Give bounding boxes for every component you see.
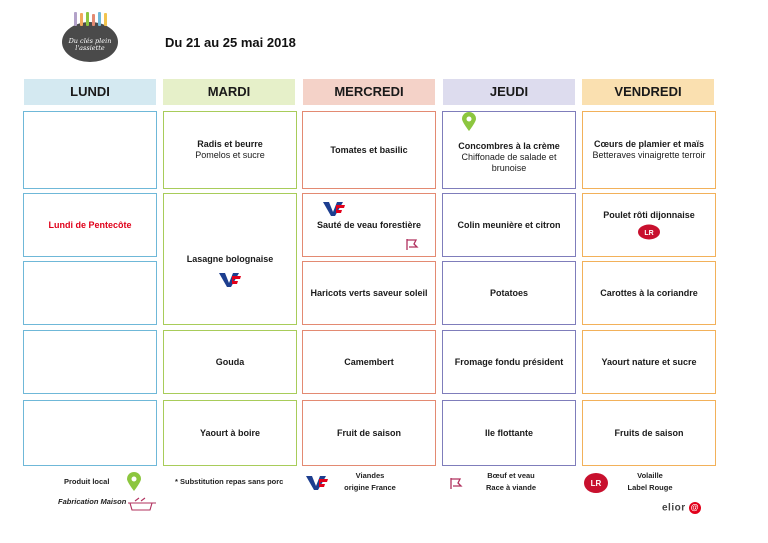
lundi-fromage-cell: [23, 330, 157, 394]
jeudi-dessert-cell: [442, 400, 576, 466]
produit-local-icon: [461, 112, 477, 132]
day-header-mercredi: MERCREDI: [303, 79, 435, 105]
lundi-entree-cell: [23, 111, 157, 189]
jeudi-fromage-cell: [442, 330, 576, 394]
vendredi-legume: Carottes à la coriandre: [600, 287, 698, 298]
legend-boeuf-veau: Bœuf et veau Race à viande: [485, 471, 537, 492]
mercredi-dessert-cell: [302, 400, 436, 466]
legend-viandes: Viandes origine France: [344, 471, 396, 492]
vendredi-legume-cell: [582, 261, 716, 325]
utensils-icon: [72, 12, 112, 26]
lundi-dessert-cell: [23, 400, 157, 466]
jeudi-entree-1: Concombres à la crème: [458, 140, 560, 151]
mercredi-dessert: Fruit de saison: [336, 427, 401, 438]
vendredi-entree-2: Betteraves vinaigrette terroir: [592, 150, 706, 160]
mardi-dessert: Yaourt à boire: [199, 427, 261, 438]
mardi-dessert-cell: [163, 400, 297, 466]
label-rouge-icon: [583, 472, 609, 494]
logo-text: Du clés plein l'assiette: [68, 37, 112, 52]
mercredi-entree-cell: [302, 111, 436, 189]
mercredi-plat: Sauté de veau forestière: [316, 219, 422, 230]
label-rouge-badge-text: LR: [590, 479, 602, 488]
mercredi-entree: Tomates et basilic: [330, 144, 408, 155]
day-header-jeudi: JEUDI: [443, 79, 575, 105]
jeudi-fromage: Fromage fondu président: [454, 356, 564, 367]
day-header-lundi: LUNDI: [24, 79, 156, 105]
race-a-viande-icon: [449, 477, 463, 491]
label-rouge-icon: [637, 224, 661, 240]
vendredi-dessert-cell: [582, 400, 716, 466]
viandes-france-icon: [323, 202, 345, 216]
legend-substitution: * Substitution repas sans porc: [175, 477, 284, 486]
day-header-mardi: MARDI: [163, 79, 295, 105]
date-range: Du 21 au 25 mai 2018: [165, 35, 296, 50]
produit-local-icon: [126, 472, 142, 492]
mardi-entree-1: Radis et beurre: [197, 139, 263, 149]
logo: [62, 22, 118, 62]
jeudi-plat-cell: [442, 193, 576, 257]
jeudi-legume: Potatoes: [489, 287, 528, 298]
jeudi-entree-cell: [442, 111, 576, 189]
mardi-entree-cell: [163, 111, 297, 189]
lundi-legume-cell: [23, 261, 157, 325]
lundi-holiday: Lundi de Pentecôte: [48, 219, 132, 230]
mercredi-fromage: Camembert: [344, 356, 394, 367]
viandes-france-icon: [306, 476, 328, 490]
race-a-viande-icon: [405, 238, 419, 252]
mercredi-plat-cell: [302, 193, 436, 257]
legend-volaille: Volaille Label Rouge: [627, 471, 673, 492]
day-header-vendredi: VENDREDI: [582, 79, 714, 105]
fabrication-maison-icon: [127, 497, 159, 513]
mercredi-legume-cell: [302, 261, 436, 325]
mercredi-legume: Haricots verts saveur soleil: [310, 287, 428, 298]
legend-fabrication-maison: Fabrication Maison: [58, 497, 127, 506]
lundi-plat-cell: [23, 193, 157, 257]
viandes-france-icon: [219, 273, 241, 287]
vendredi-plat: Poulet rôti dijonnaise: [603, 210, 695, 220]
jeudi-legume-cell: [442, 261, 576, 325]
jeudi-dessert: Ile flottante: [484, 427, 533, 438]
brand-logo: elior @: [662, 502, 700, 514]
mardi-fromage: Gouda: [215, 356, 245, 367]
legend-produit-local: Produit local: [64, 477, 110, 486]
mardi-fromage-cell: [163, 330, 297, 394]
vendredi-entree-1: Cœurs de plamier et maïs: [593, 139, 705, 149]
vendredi-fromage-cell: [582, 330, 716, 394]
vendredi-entree-cell: [582, 111, 716, 189]
jeudi-entree-2: Chiffonade de salade et brunoise: [461, 151, 557, 173]
mardi-plat: Lasagne bolognaise: [186, 254, 274, 264]
vendredi-fromage: Yaourt nature et sucre: [601, 356, 697, 367]
vendredi-plat-cell: [582, 193, 716, 257]
vendredi-dessert: Fruits de saison: [614, 427, 684, 438]
mardi-entree-2: Pomelos et sucre: [195, 150, 265, 160]
jeudi-plat: Colin meunière et citron: [457, 219, 561, 230]
brand-mark-icon: @: [690, 503, 700, 512]
label-rouge-badge-text: LR: [644, 230, 654, 237]
mardi-plat-cell: [163, 193, 297, 325]
mercredi-fromage-cell: [302, 330, 436, 394]
